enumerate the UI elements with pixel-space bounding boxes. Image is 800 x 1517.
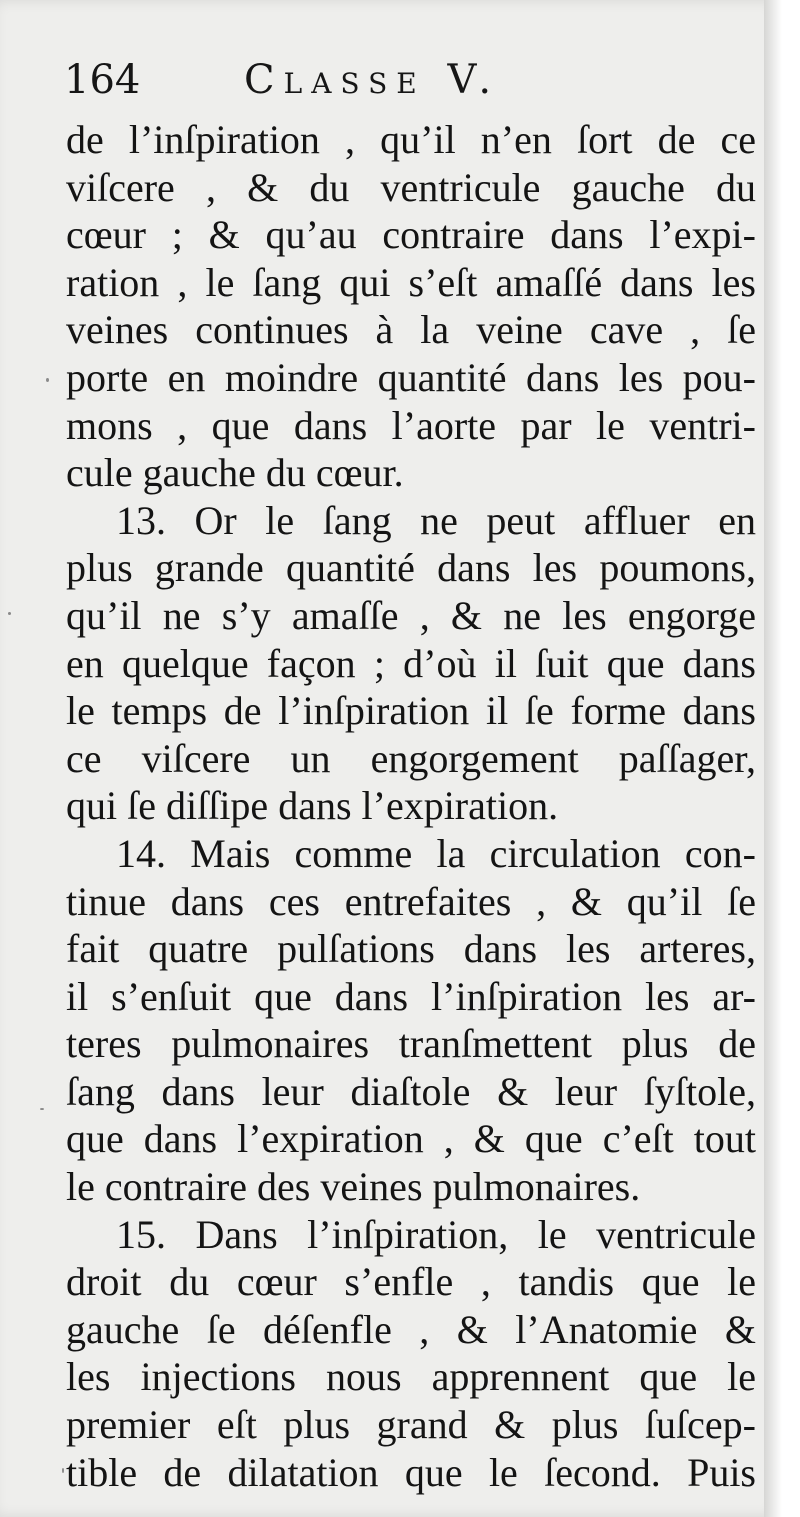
paragraph-end-line: cule gauche du cœur. <box>66 450 404 496</box>
text-line: porte en moindre quantité dans les pou- <box>66 354 756 400</box>
text-line: ration , le ſang qui s’eſt amaſſé dans les <box>66 259 756 305</box>
text-line: plus grande quantité dans les poumons, <box>66 545 756 591</box>
text-line: cœur ; & qu’au contraire dans l’expi- <box>66 212 756 258</box>
paragraph-end-line: qui ſe diſſipe dans l’expiration. <box>66 783 559 829</box>
text-line: en quelque façon ; d’où il ſuit que dans <box>66 640 756 686</box>
text-line: il s’enſuit que dans l’inſpiration les ar- <box>66 973 756 1019</box>
text-line: mons , que dans l’aorte par le ventri- <box>66 402 756 448</box>
paper-speck <box>46 378 49 382</box>
page-edge-shadow <box>764 0 782 1517</box>
paper-speck <box>8 612 11 615</box>
text-line: tible de dilatation que le ſecond. Puis <box>66 1449 756 1495</box>
text-line: tinue dans ces entrefaites , & qu’il ſe <box>66 878 756 924</box>
text-line: de l’inſpiration , qu’il n’en ſort de ce <box>66 117 756 162</box>
text-line: viſcere , & du ventricule gauche du <box>66 164 756 210</box>
text-line: gauche ſe déſenfle , & l’Anatomie & <box>66 1306 756 1352</box>
text-line: fait quatre pulſations dans les arteres, <box>66 926 756 972</box>
text-line: les injections nous apprennent que le <box>66 1354 756 1400</box>
paragraph-14-start: 14. Mais comme la circulation con- <box>116 830 756 876</box>
page-number: 164 <box>64 57 141 103</box>
paragraph-end-line: le contraire des veines pulmonaires. <box>66 1164 641 1210</box>
text-line: droit du cœur s’enfle , tandis que le <box>66 1259 756 1305</box>
text-line: veines continues à la veine cave , ſe <box>66 307 756 353</box>
text-line: ce viſcere un engorgement paſſager, <box>66 735 756 781</box>
body-text <box>66 116 756 1496</box>
text-line: premier eſt plus grand & plus ſuſcep- <box>66 1402 756 1448</box>
text-line: ſang dans leur diaſtole & leur ſyſtole, <box>66 1068 756 1114</box>
text-line: qu’il ne s’y amaſſe , & ne les engorge <box>66 592 756 638</box>
text-line: le temps de l’inſpiration il ſe forme dans <box>66 688 756 734</box>
paragraph-15-start: 15. Dans l’inſpiration, le ventricule <box>116 1211 756 1257</box>
running-head: Classe V. <box>244 57 501 103</box>
page-header <box>64 52 764 108</box>
text-line: teres pulmonaires tranſmettent plus de <box>66 1021 756 1067</box>
text-line: que dans l’expiration , & que c’eſt tout <box>66 1116 756 1162</box>
paragraph-13-start: 13. Or le ſang ne peut affluer en <box>116 497 756 543</box>
paper-speck <box>62 1468 64 1473</box>
paper-speck <box>40 1108 44 1110</box>
